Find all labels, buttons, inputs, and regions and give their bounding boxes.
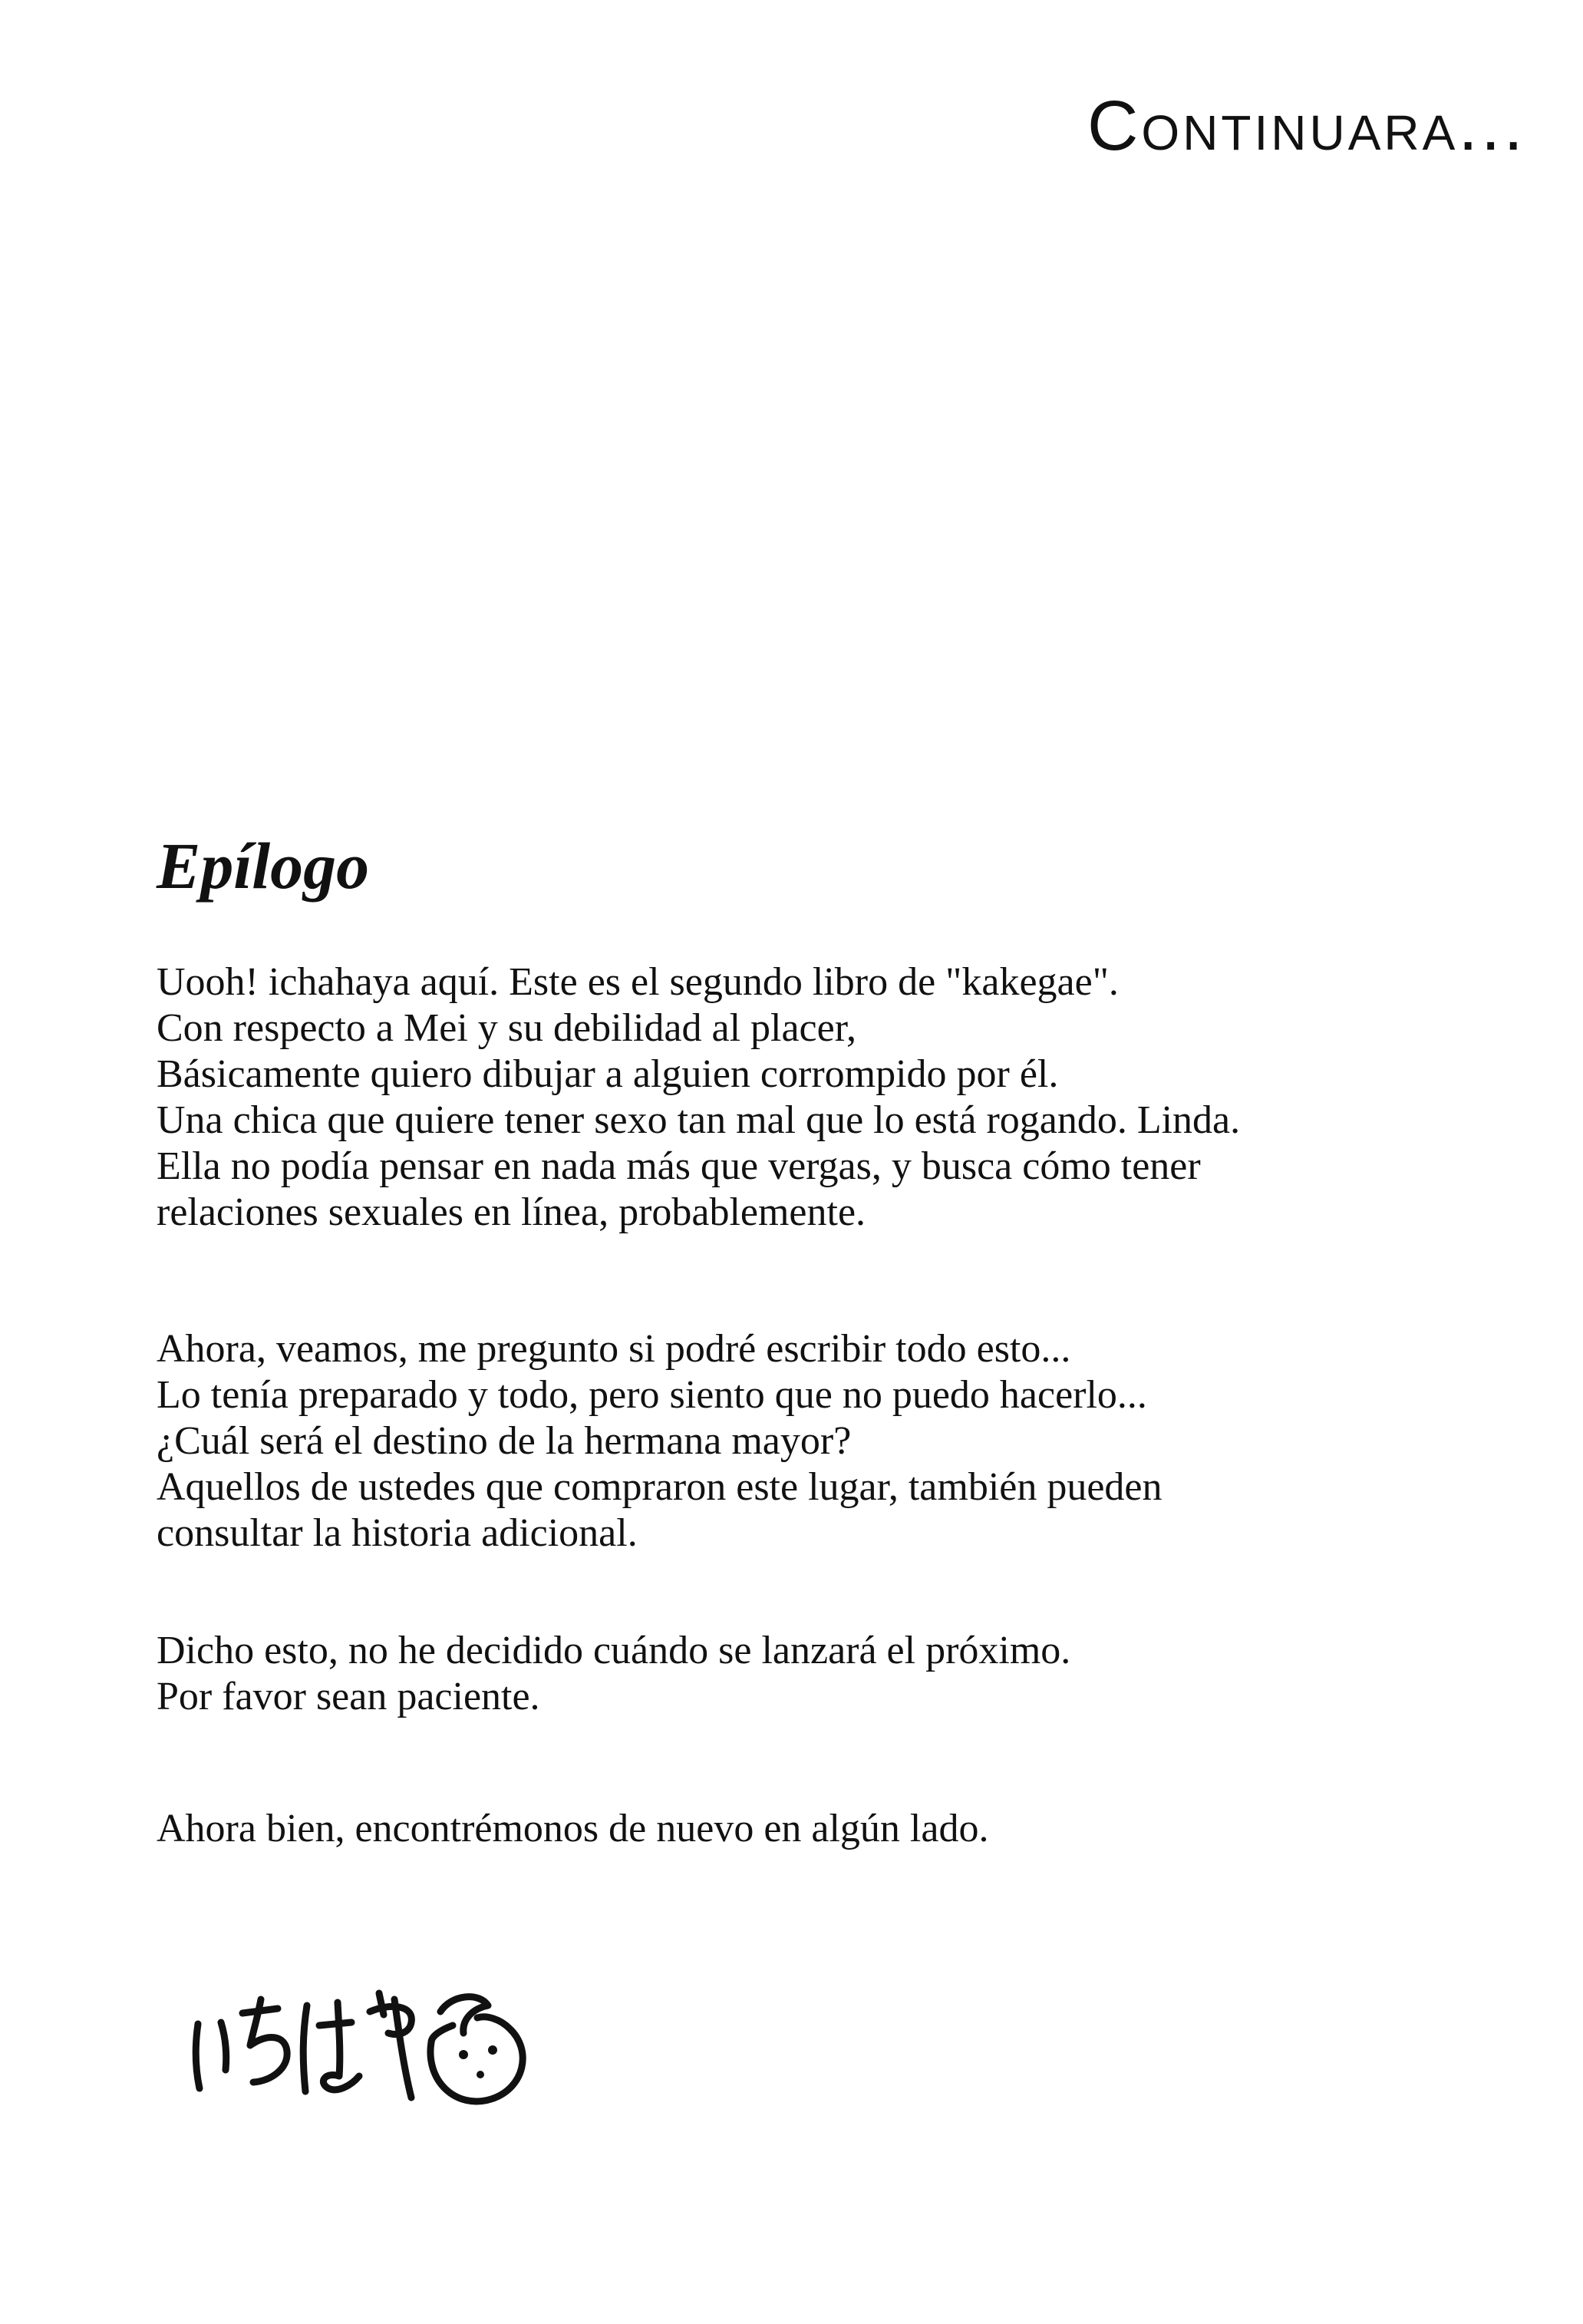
text-line: Dicho esto, no he decidido cuándo se lanzará el próximo. [157, 1629, 1071, 1672]
text-line: Ahora bien, encontrémonos de nuevo en algún lado. [157, 1807, 989, 1850]
continuara-heading: Continuara... [1087, 87, 1526, 165]
text-line: Con respecto a Mei y su debilidad al placer, [157, 1006, 856, 1050]
text-line: Ella no podía pensar en nada más que vergas, y busca cómo tener [157, 1144, 1201, 1188]
text-line: Básicamente quiero dibujar a alguien corrompido por él. [157, 1052, 1059, 1096]
text-line: Por favor sean paciente. [157, 1675, 540, 1718]
epilogue-paragraph-1 [157, 959, 1538, 1236]
text-line: Lo tenía preparado y todo, pero siento que no puedo hacerlo... [157, 1373, 1147, 1417]
epilogue-paragraph-3 [157, 1628, 1538, 1720]
text-line: ¿Cuál será el destino de la hermana mayor? [157, 1419, 852, 1463]
epilogue-paragraph-2 [157, 1326, 1538, 1556]
handwritten-signature-icon [187, 1969, 556, 2122]
smiley-eyes [459, 2045, 497, 2078]
text-line: Aquellos de ustedes que compraron este lugar, también pueden [157, 1465, 1163, 1509]
text-line: Una chica que quiere tener sexo tan mal que lo está rogando. Linda. [157, 1098, 1241, 1142]
text-line: Ahora, veamos, me pregunto si podré escribir todo esto... [157, 1327, 1071, 1371]
text-line: consultar la historia adicional. [157, 1511, 638, 1555]
text-line: Uooh! ichahaya aquí. Este es el segundo libro de "kakegae". [157, 960, 1119, 1004]
epilogue-body [157, 959, 1538, 1852]
text-line: relaciones sexuales en línea, probablemente. [157, 1190, 866, 1234]
epilogue-title: Epílogo [157, 829, 370, 903]
epilogue-paragraph-4 [157, 1806, 1538, 1852]
